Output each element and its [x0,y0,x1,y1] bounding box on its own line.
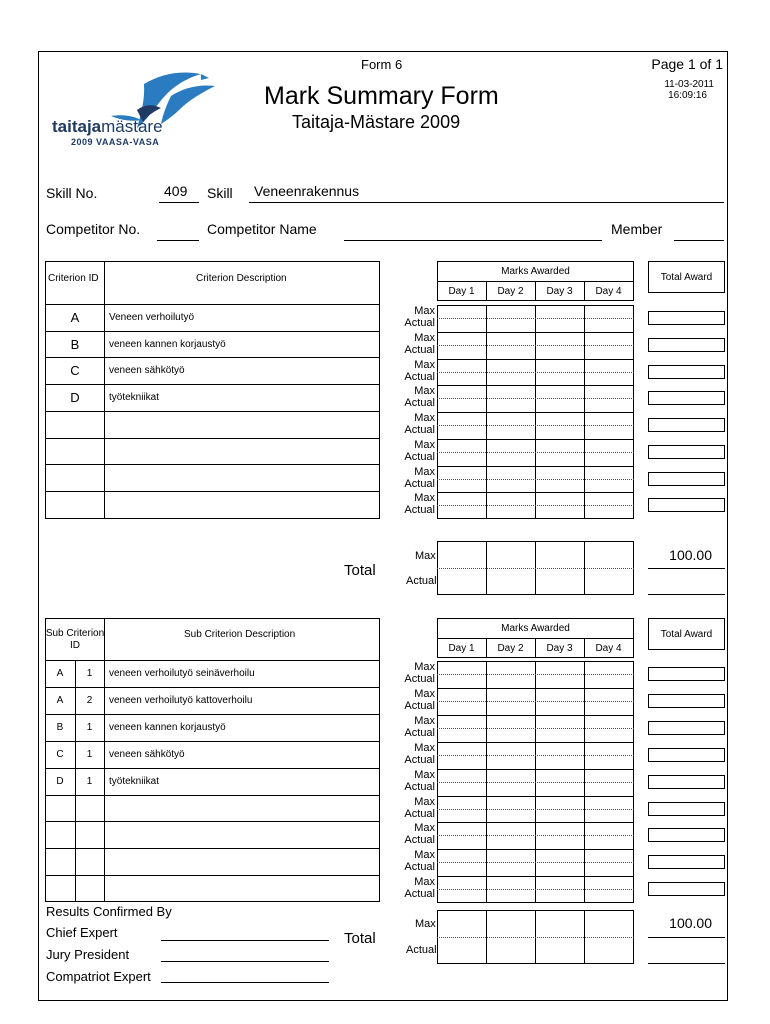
criterion-id-cell: D [70,390,80,405]
sub-max-label: Max [414,661,435,673]
sub-total-award-box[interactable] [648,802,725,816]
skill-no-underline [159,202,199,203]
sub-criterion-id-cell: D [56,776,64,787]
sub-criterion-id-header: Sub Criterion ID [45,628,105,651]
crit-actual-label: Actual [404,504,435,517]
crit-day-header: Day 3 [546,286,573,297]
crit-actual-label: Actual [404,450,435,463]
sub-max-label: Max [414,687,435,700]
form-number: Form 6 [361,57,403,72]
sub-total-award-box[interactable] [648,828,725,842]
criterion-id-cell: B [70,337,80,352]
crit-total-award-box[interactable] [648,365,725,379]
sub-max-label: Max [414,822,435,835]
competitor-no-label: Competitor No. [46,221,141,237]
criterion-desc-cell: Veneen verhoilutyö [109,312,195,323]
sub-actual-label: Actual [404,673,435,685]
print-time: 16:09:16 [668,90,707,101]
sub-criterion-id-cell: B [56,722,64,733]
sub-actual-label: Actual [404,861,435,874]
sub-marks-awarded-label: Marks Awarded [501,623,570,634]
criterion-desc-cell: työtekniikat [109,392,160,403]
criterion-id-header: Criterion ID [48,273,99,284]
crit-actual-label: Actual [404,477,435,490]
compatriot-expert-label: Compatriot Expert [46,969,151,984]
crit-actual-label: Actual [404,343,435,356]
sub-actual-label: Actual [404,834,435,847]
sub-day-header: Day 4 [595,643,622,654]
criteria-total-actual-label: Actual [406,575,437,587]
crit-max-label: Max [414,412,435,424]
sub-total-max-value: 100.00 [669,915,712,931]
criteria-total-max-value: 100.00 [669,547,712,563]
sub-criterion-id-cell: A [56,668,64,679]
jury-president-signature-line[interactable] [161,961,329,962]
skill-underline [249,202,724,203]
member-field[interactable] [674,240,724,241]
crit-actual-label: Actual [404,370,435,383]
sub-total-award-box[interactable] [648,721,725,735]
sub-actual-label: Actual [404,807,435,820]
sub-max-label: Max [414,768,435,781]
crit-total-award-box[interactable] [648,445,725,459]
sub-max-label: Max [414,795,435,808]
marks-awarded-label: Marks Awarded [501,266,570,277]
sub-max-label: Max [414,714,435,727]
crit-day-header: Day 1 [448,286,475,297]
logo-text-bold: taitaja [52,117,102,136]
sub-actual-label: Actual [404,780,435,793]
page-subtitle: Taitaja-Mästare 2009 [292,112,461,132]
event-logo [49,70,219,152]
sub-total-award-box[interactable] [648,855,725,869]
page-title: Mark Summary Form [264,82,499,110]
sub-total-award-box[interactable] [648,748,725,762]
crit-day-header: Day 2 [497,286,524,297]
crit-day-header: Day 4 [595,286,622,297]
form-page [38,51,728,1001]
crit-max-label: Max [414,492,435,505]
criterion-desc-cell: veneen sähkötyö [109,365,185,376]
sub-total-actual-label: Actual [406,944,437,956]
sub-criterion-num-cell: 1 [86,722,93,733]
criterion-id-cell: C [70,363,80,378]
total-award-label: Total Award [660,272,713,283]
sub-actual-label: Actual [404,726,435,739]
crit-total-award-box[interactable] [648,472,725,486]
crit-max-label: Max [414,331,435,344]
results-confirmed-heading: Results Confirmed By [46,904,172,919]
crit-actual-label: Actual [404,317,435,329]
logo-text-light: mästare [101,117,163,136]
crit-max-label: Max [414,385,435,398]
sub-max-label: Max [414,741,435,754]
compatriot-expert-signature-line[interactable] [161,982,329,983]
crit-total-award-box[interactable] [648,391,725,405]
crit-max-label: Max [414,438,435,451]
criteria-total-max-label: Max [415,550,436,562]
criterion-desc-cell: veneen kannen korjaustyö [109,339,226,350]
sub-criterion-id-cell: A [56,695,64,706]
sub-max-label: Max [414,876,435,889]
sub-total-award-box[interactable] [648,882,725,896]
sub-day-header: Day 1 [448,643,475,654]
crit-actual-label: Actual [404,424,435,436]
crit-total-award-box[interactable] [648,418,725,432]
competitor-no-field[interactable] [157,240,199,241]
competitor-name-label: Competitor Name [207,221,317,237]
sub-criterion-desc-cell: veneen verhoilutyö kattoverhoilu [109,695,253,706]
sub-max-label: Max [414,849,435,862]
crit-actual-label: Actual [404,397,435,410]
crit-total-award-box[interactable] [648,311,725,325]
criterion-desc-header: Criterion Description [196,273,287,284]
sub-total-award-box[interactable] [648,694,725,708]
skill-label: Skill [207,185,233,201]
logo-subtext: 2009 VAASA-VASA [71,137,160,147]
sub-criterion-num-cell: 1 [86,668,93,679]
jury-president-label: Jury President [46,947,130,962]
sub-day-header: Day 2 [497,643,524,654]
criterion-id-cell: A [70,310,80,325]
skill-value[interactable]: Veneenrakennus [254,183,360,199]
sub-criterion-desc-cell: työtekniikat [109,776,160,787]
sub-day-header: Day 3 [546,643,573,654]
sub-criterion-desc-header: Sub Criterion Description [184,629,296,640]
print-date: 11-03-2011 [664,79,714,90]
crit-total-award-box[interactable] [648,498,725,512]
sub-total-award-label: Total Award [660,629,713,640]
skill-no-value[interactable]: 409 [164,183,188,199]
skill-no-label: Skill No. [46,185,98,201]
chief-expert-signature-line[interactable] [161,940,329,941]
page-indicator: Page 1 of 1 [651,56,723,72]
sub-criterion-desc-cell: veneen sähkötyö [109,749,185,760]
sub-criterion-id-cell: C [56,749,64,760]
sub-actual-label: Actual [404,888,435,901]
sub-criterion-num-cell: 1 [86,776,93,787]
sub-total-max-label: Max [415,918,436,930]
competitor-name-field[interactable] [344,240,602,241]
sub-criterion-num-cell: 1 [86,749,93,760]
crit-max-label: Max [414,305,435,317]
sub-criterion-desc-cell: veneen kannen korjaustyö [109,722,226,733]
sub-criterion-num-cell: 2 [86,695,93,706]
crit-max-label: Max [414,465,435,478]
chief-expert-label: Chief Expert [46,925,118,940]
sub-criterion-desc-cell: veneen verhoilutyö seinäverhoilu [109,668,255,679]
sub-actual-label: Actual [404,699,435,712]
sub-total-award-box[interactable] [648,667,725,681]
criteria-total-label: Total [344,562,376,579]
sub-actual-label: Actual [404,753,435,766]
sub-total-label: Total [344,930,376,947]
sub-total-award-box[interactable] [648,775,725,789]
crit-total-award-box[interactable] [648,338,725,352]
member-label: Member [611,221,663,237]
crit-max-label: Max [414,358,435,371]
